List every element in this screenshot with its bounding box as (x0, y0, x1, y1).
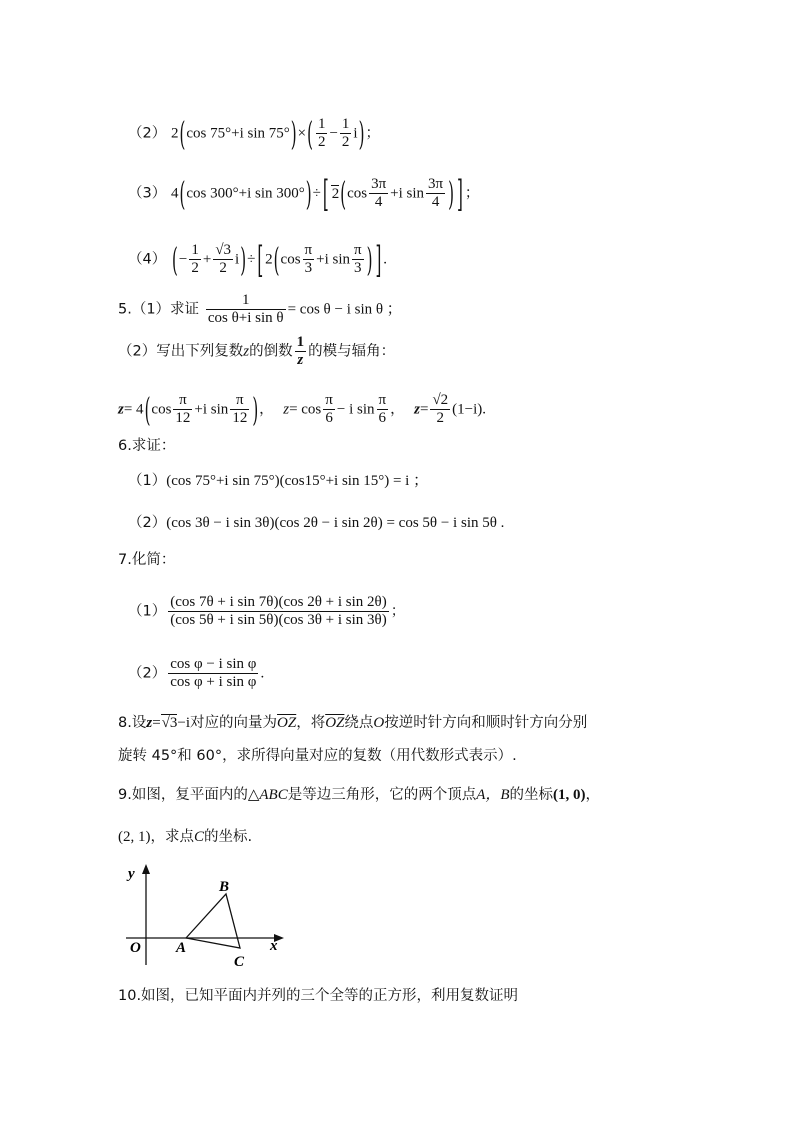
fraction: $\frac{\pi}{6}$ (378, 392, 387, 426)
origin-label: O (130, 940, 141, 956)
q5-expressions: z= 4(cos $\frac{\pi}{12}$ +i sin $\frac{\pi}{12}$ )， z= cos $\frac{\pi}{6}$ − i sin $\frac{\pi}{6}$ ， z= $\frac{√2}{2}$ (1−i). (118, 389, 487, 430)
fraction: $\frac{1}{z}$ (296, 334, 305, 368)
x-axis-label: x (270, 938, 278, 954)
q8-line1: 8.设z=√3−i对应的向量为$\overline{OZ}$，将$\overline{OZ}$绕点O按逆时针方向和顺时针方向分别 (118, 715, 588, 731)
y-axis-arrow (142, 864, 150, 874)
y-axis-label: y (128, 866, 135, 882)
q8-line2: 旋转 45°和 60°，求所得向量对应的复数（用代数形式表示）. (118, 748, 517, 764)
q7-part1: （1） $\frac{\text{(cos 7θ + i sin 7θ)(cos 2θ + i sin 2θ)}}{\text{(cos 5θ + i sin 5θ)(cos 3θ + i sin 3θ)}}$ ； (128, 594, 406, 628)
fraction: $\frac{3\pi}{4}$ (428, 176, 444, 210)
fraction: $\frac{1}{2}$ (341, 116, 350, 150)
q5-part1: 5.（1）求证 $\frac{1}{\text{cos θ+i sin θ}}$ = cos θ − i sin θ ； (118, 292, 402, 326)
fraction: $\frac{√2}{2}$ (432, 392, 449, 426)
triangle-figure (118, 860, 298, 975)
fraction: $\frac{\pi}{3}$ (354, 242, 362, 276)
vector-oz: $\overline{OZ}$ (277, 715, 297, 731)
q9-line2: (2, 1)，求点C的坐标. (118, 829, 253, 845)
q4-part4: （4） (− $\frac{1}{2}$ + $\frac{√3}{2}$ i)÷ [ 2(cos $\frac{\pi}{3}$ +i sin $\frac{\pi}{3}$ ) ] . (128, 237, 388, 282)
fraction: $\frac{\pi}{12}$ (232, 392, 248, 426)
fraction: $\frac{\pi}{6}$ (325, 392, 333, 426)
q4-part2: （2） 2(cos 75°+i sin 75°)×( $\frac{1}{2}$ − $\frac{1}{2}$ i)； (128, 113, 380, 154)
q4-part3: （3） 4(cos 300°+i sin 300°)÷ [ 2(cos $\frac{3\pi}{4}$ +i sin $\frac{3\pi}{4}$ ) ] ； (128, 171, 480, 216)
q6-part2: （2）(cos 3θ − i sin 3θ)(cos 2θ − i sin 2θ) = cos 5θ − i sin 5θ . (128, 515, 505, 531)
fraction: $\frac{1}{2}$ (191, 242, 199, 276)
fraction: $\frac{\text{cos φ − i sin φ}}{\text{cos φ + i sin φ}}$ (170, 656, 257, 690)
fraction: $\frac{3\pi}{4}$ (371, 176, 387, 210)
fraction: $\frac{√3}{2}$ (215, 242, 232, 276)
q7-part2: （2） $\frac{\text{cos φ − i sin φ}}{\text{cos φ + i sin φ}}$ . (128, 656, 265, 690)
q5-part2: （2）写出下列复数z的倒数 $\frac{1}{z}$ 的模与辐角： (118, 334, 396, 368)
fraction: $\frac{\pi}{12}$ (175, 392, 191, 426)
fraction: $\frac{1}{\text{cos θ+i sin θ}}$ (207, 292, 284, 326)
fraction: $\frac{\text{(cos 7θ + i sin 7θ)(cos 2θ + i sin 2θ)}}{\text{(cos 5θ + i sin 5θ)(cos 3θ + i sin 3θ)}}$ (170, 594, 387, 628)
q6-title: 6.求证： (118, 438, 176, 454)
triangle-abc (186, 894, 240, 948)
vector-oz: $\overline{OZ}$ (325, 715, 345, 731)
q7-title: 7.化简： (118, 552, 176, 568)
q10-text: 10.如图，已知平面内并列的三个全等的正方形，利用复数证明 (118, 988, 519, 1004)
q6-part1: （1）(cos 75°+i sin 75°)(cos15°+i sin 15°) = i ； (128, 473, 429, 489)
point-b-label: B (219, 879, 230, 895)
fraction: $\frac{\pi}{3}$ (304, 242, 313, 276)
fraction: $\frac{1}{2}$ (317, 116, 326, 150)
q9-line1: 9.如图，复平面内的△ABC是等边三角形，它的两个顶点A，B的坐标(1, 0)， (118, 787, 601, 803)
point-c-label: C (234, 954, 245, 970)
point-a-label: A (176, 940, 187, 956)
